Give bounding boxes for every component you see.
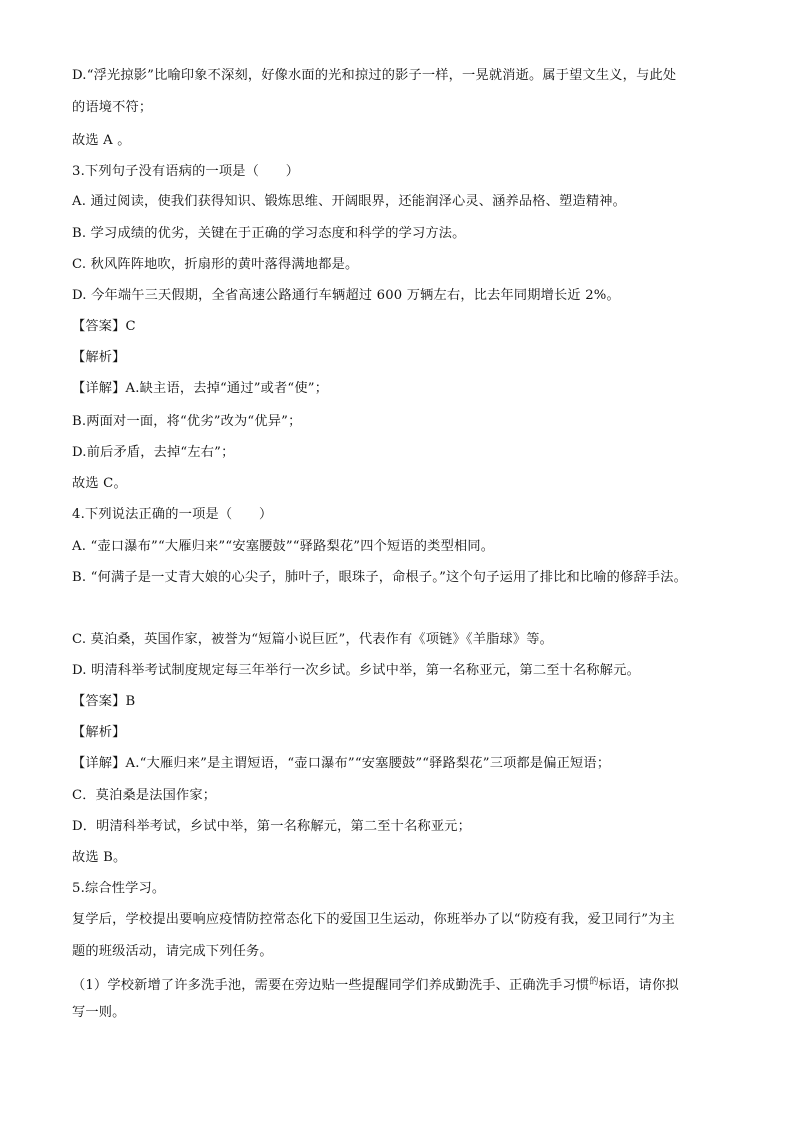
intro-paragraph: 题的班级活动，请完成下列任务。 (72, 944, 273, 959)
option-b: B. 学习成绩的优劣，关键在于正确的学习态度和科学的学习方法。 (72, 226, 466, 241)
explanation-line: D．明清科举考试，乡试中举，第一名称解元，第二至十名称亚元； (72, 819, 472, 834)
option-c: C. 莫泊桑，英国作家，被誉为“短篇小说巨匠”，代表作有《项链》《羊脂球》等。 (72, 632, 554, 647)
subquestion-1-continued: 写一则。 (72, 1005, 126, 1020)
text-line: 的语境不符； (72, 100, 153, 115)
explanation-line: D.前后矛盾，去掉“左右”； (72, 445, 235, 460)
question-4-stem: 4.下列说法正确的一项是（ ） (72, 507, 273, 522)
option-b: B. “何满子是一丈青大娘的心尖子，肺叶子，眼珠子，命根子。”这个句子运用了排比和比喻的修辞手法。 (72, 570, 688, 585)
superscript-char: 的 (589, 977, 599, 987)
conclusion-line: 故选 B。 (72, 850, 127, 865)
explanation-line: 【详解】A.“大雁归来”是主谓短语，“壶口瀑布”“安塞腰鼓”“驿路梨花”三项都是偏正短语； (72, 756, 611, 771)
text-line: 故选 A 。 (72, 133, 131, 148)
option-d: D. 今年端午三天假期，全省高速公路通行车辆超过 600 万辆左右，比去年同期增长近 2%。 (72, 288, 620, 303)
option-d: D. 明清科举考试制度规定每三年举行一次乡试。乡试中举，第一名称亚元，第二至十名称解元。 (72, 663, 640, 678)
analysis-label: 【解析】 (72, 350, 126, 365)
explanation-line: C．莫泊桑是法国作家； (72, 788, 217, 803)
text-line: D.“浮光掠影”比喻印象不深刻，好像水面的光和掠过的影子一样，一晃就消逝。属于望文生义，与此处 (72, 68, 677, 83)
subquestion-1 (72, 977, 679, 996)
conclusion-line: 故选 C。 (72, 476, 127, 491)
analysis-label: 【解析】 (72, 725, 126, 740)
subquestion-1-text: 标语，请你拟 (598, 978, 679, 993)
subquestion-1-text: （1）学校新增了许多洗手池，需要在旁边贴一些提醒同学们养成勤洗手、正确洗手习惯 (72, 978, 590, 993)
question-3-stem: 3.下列句子没有语病的一项是（ ） (72, 164, 300, 179)
answer-label: 【答案】B (72, 694, 136, 709)
option-c: C. 秋风阵阵地吹，折扇形的黄叶落得满地都是。 (72, 257, 359, 272)
explanation-line: 【详解】A.缺主语，去掉“通过”或者“使”； (72, 381, 329, 396)
answer-label: 【答案】C (72, 319, 136, 334)
explanation-line: B.两面对一面，将“优劣”改为“优异”； (72, 414, 302, 429)
option-a: A. 通过阅读，使我们获得知识、锻炼思维、开阔眼界，还能润泽心灵、涵养品格、塑造精神。 (72, 194, 627, 209)
option-a: A. “壶口瀑布”“大雁归来”“安塞腰鼓”“驿路梨花”四个短语的类型相同。 (72, 539, 495, 554)
question-5-stem: 5.综合性学习。 (72, 881, 166, 896)
intro-paragraph: 复学后，学校提出要响应疫情防控常态化下的爱国卫生运动，你班举办了以“防疫有我，爱卫同行”为主 (72, 912, 675, 927)
